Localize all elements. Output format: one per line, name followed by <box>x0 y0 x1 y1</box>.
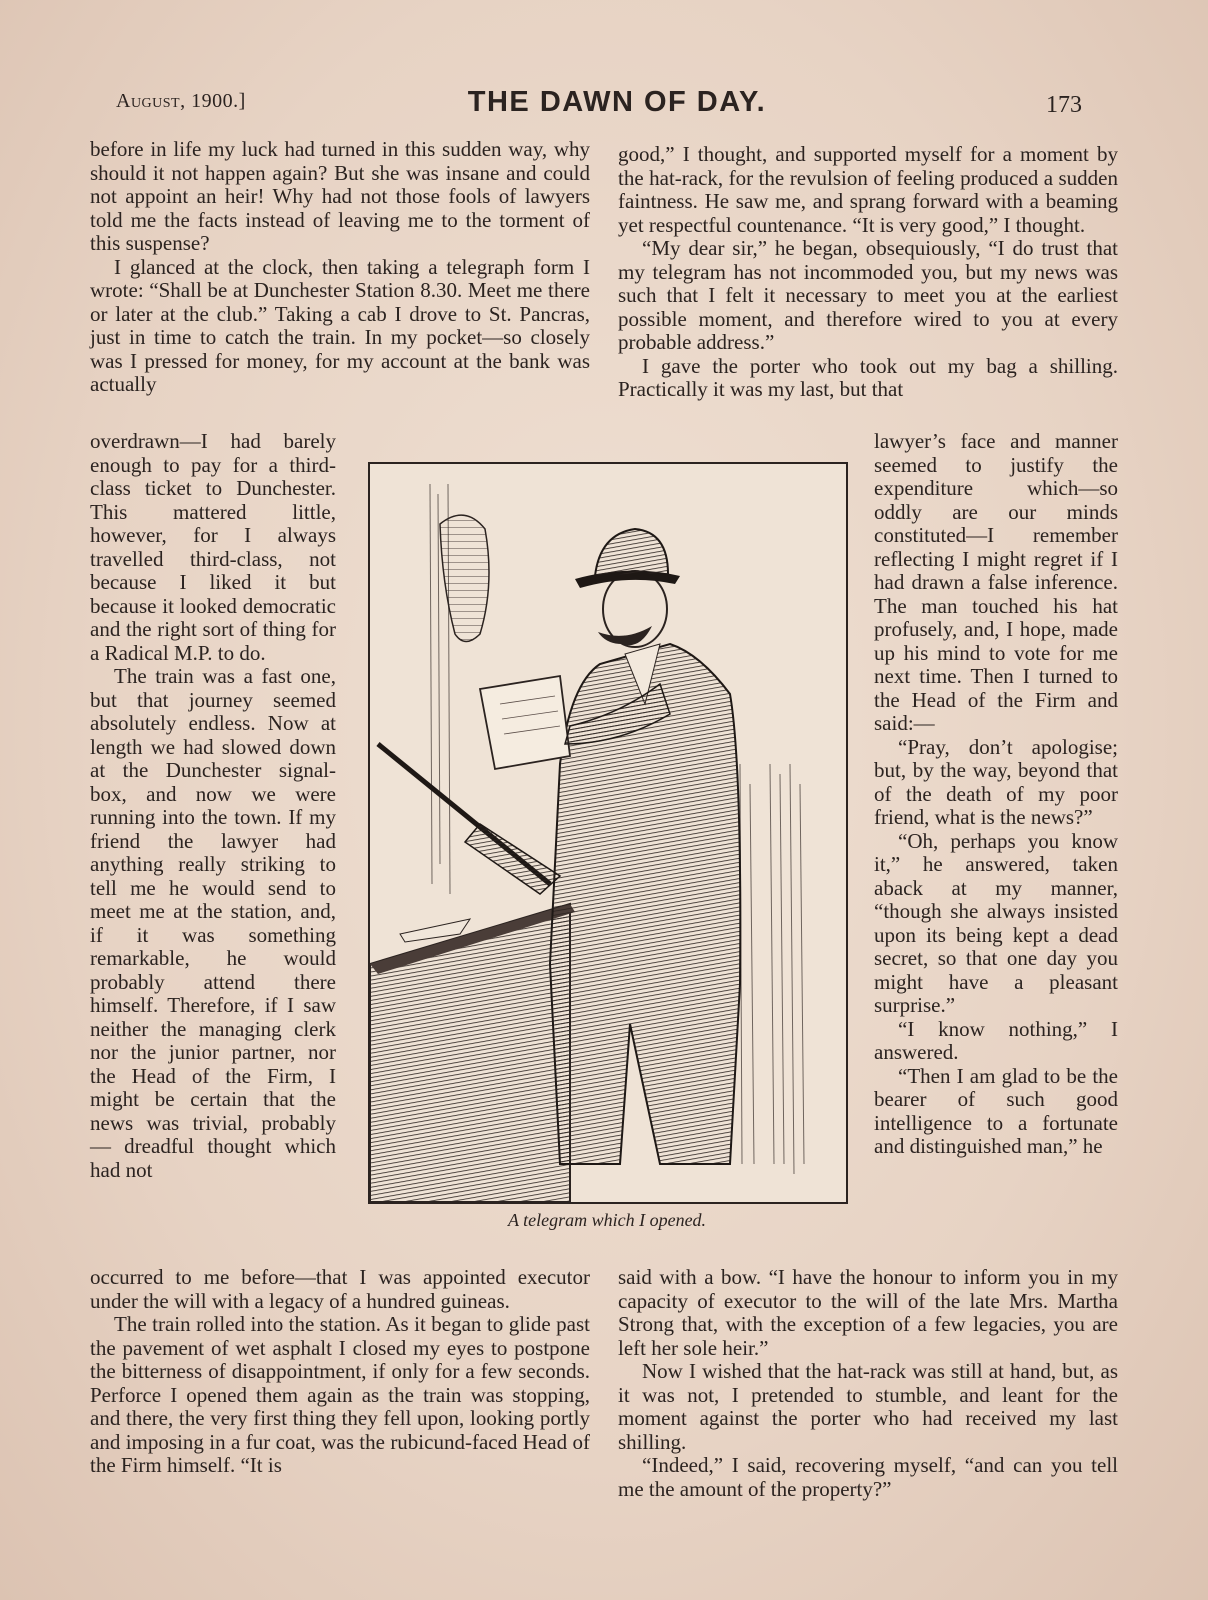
paragraph: “Oh, perhaps you know it,” he answered, taken aback at my manner, “though she always insisted upon its being kept a dead secret, so that one day you might have a pleasant surprise.” <box>874 828 1118 1017</box>
paragraph: overdrawn—I had barely enough to pay for a third-class ticket to Dunchester. This mattered little, however, for I always travelled third-class, not because I liked it but because it looked democratic and the right sort of thing for a Radical M.P. to do. <box>90 429 336 665</box>
paragraph: Now I wished that the hat-rack was still at hand, but, as it was not, I pretended to stumble, and leant for the moment against the porter who had received my last shilling. <box>618 1359 1118 1454</box>
paragraph: The train rolled into the station. As it began to glide past the pavement of wet asphalt I closed my eyes to postpone the bitterness of disappointment, if only for a few seconds. Perforce I opened them again as the train was stopping, and there, the very first thing they fell upon, looking portly and imposing in a fur coat, was the rubicund-faced Head of the Firm himself. “It is <box>90 1312 590 1477</box>
issue-date: August, 1900.] <box>116 90 246 112</box>
left-column-top <box>90 138 590 397</box>
page-number: 173 <box>1046 92 1082 118</box>
right-column-top <box>618 143 1118 402</box>
paragraph: I glanced at the clock, then taking a telegraph form I wrote: “Shall be at Dunchester Station 8.30. Meet me there or later at the club.” Taking a cab I drove to St. Pancras, just in time to catch the train. In my pocket—so closely was I pressed for money, for my account at the bank was actually <box>90 254 590 396</box>
paragraph: good,” I thought, and supported myself for a moment by the hat-rack, for the revulsion of feeling produced a sudden faintness. He saw me, and sprang forward with a beaming yet respectful countenance. “It is very good,” I thought. <box>618 142 1118 237</box>
magazine-title: THE DAWN OF DAY. <box>467 86 767 118</box>
running-header <box>112 86 1092 126</box>
engraving-illustration <box>368 462 848 1204</box>
paragraph: The train was a fast one, but that journey seemed absolutely endless. Now at length we had slowed down at the Dunchester signal-box, and now we were running into the town. If my friend the lawyer had anything really striking to tell me he would send to meet me at the station, and, if it was something remarkable, he would probably attend there himself. Therefore, if I saw neither the managing clerk nor the junior partner, nor the Head of the Firm, I might be certain that the news was trivial, probably — dreadful thought which had not <box>90 664 336 1182</box>
paragraph: “Then I am glad to be the bearer of such good intelligence to a fortunate and distinguished man,” he <box>874 1063 1118 1158</box>
paragraph: “Pray, don’t apologise; but, by the way, beyond that of the death of my poor friend, what is the news?” <box>874 734 1118 829</box>
paragraph: occurred to me before—that I was appointed executor under the will with a legacy of a hundred guineas. <box>90 1265 590 1313</box>
paragraph: lawyer’s face and manner seemed to justify the expenditure which—so oddly are our minds constituted—I remember reflecting I might regret if I had drawn a false inference. The man touched his hat profusely, and, I hope, made up his mind to vote for me next time. Then I turned to the Head of the Firm and said:— <box>874 429 1118 735</box>
desk <box>370 904 570 1202</box>
paragraph: “I know nothing,” I answered. <box>874 1016 1118 1064</box>
left-column-bottom <box>90 1266 590 1478</box>
illustration-caption: A telegram which I opened. <box>507 1210 707 1230</box>
hanging-coat <box>440 515 489 641</box>
right-column-narrow <box>874 430 1118 1159</box>
paragraph: before in life my luck had turned in this sudden way, why should it not happen again? But she was insane and could not appoint an heir! Why had not those fools of lawyers told me the facts instead of leaving me to the torment of this suspense? <box>90 137 590 255</box>
paragraph: “My dear sir,” he began, obsequiously, “I do trust that my telegram has not incommoded you, but my news was such that I felt it necessary to meet you at the earliest possible moment, and therefore wired to you at every probable address.” <box>618 236 1118 354</box>
paragraph: I gave the porter who took out my bag a shilling. Practically it was my last, but that <box>618 353 1118 401</box>
right-column-bottom <box>618 1266 1118 1501</box>
left-column-narrow <box>90 430 336 1182</box>
bowler-hat <box>595 529 668 576</box>
paragraph: “Indeed,” I said, recovering myself, “and can you tell me the amount of the property?” <box>618 1453 1118 1501</box>
telegram-paper <box>480 676 570 769</box>
man-reading-telegram-drawing <box>370 464 846 1202</box>
paragraph: said with a bow. “I have the honour to inform you in my capacity of executor to the will of the late Mrs. Martha Strong that, with the exception of a few legacies, you are left her sole heir.” <box>618 1265 1118 1360</box>
